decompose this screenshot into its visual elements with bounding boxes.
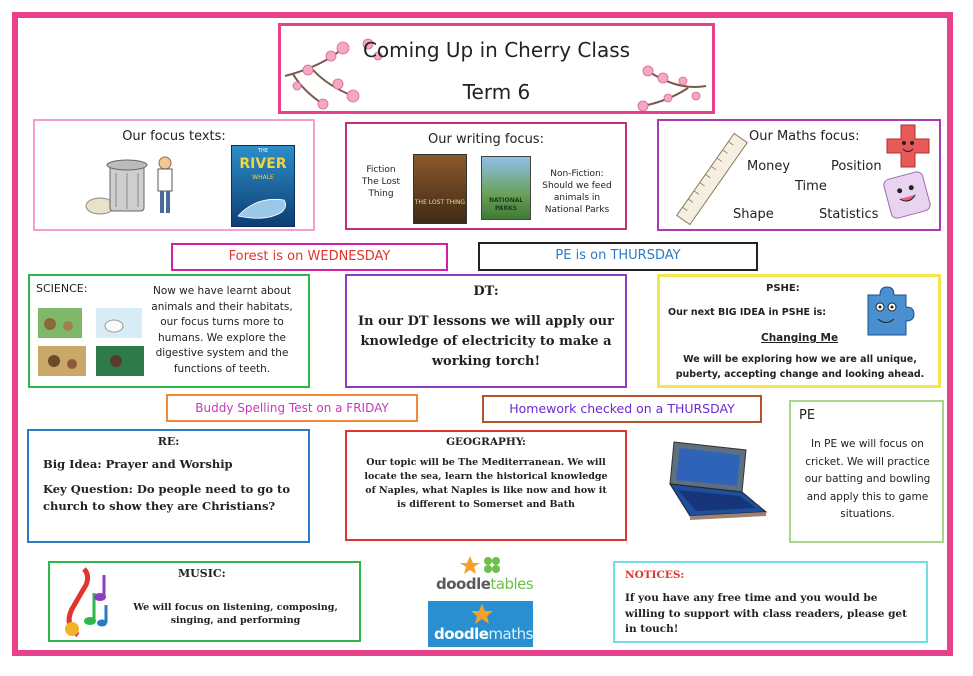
fiction-line1: Fiction [366, 165, 396, 175]
re-question: Key Question: Do people need to go to church to show they are Christians? [43, 482, 291, 513]
dt-heading: DT: [473, 284, 499, 299]
book-the: THE [258, 148, 268, 154]
pe-heading: PE [799, 408, 816, 423]
forest-day-banner: Forest is on WEDNESDAY [171, 243, 448, 271]
header-box [278, 23, 715, 114]
focus-texts-box [33, 119, 315, 231]
pshe-box [657, 274, 941, 388]
re-box [27, 429, 310, 543]
calculator-character-icon [879, 169, 935, 221]
doodlemaths-text [434, 625, 533, 643]
spelling-test-banner: Buddy Spelling Test on a FRIDAY [166, 394, 418, 422]
doodletables-text [436, 575, 533, 593]
doodlemaths-star-icon [470, 603, 494, 625]
geography-text: Our topic will be The Mediterranean. We will locate the sea, learn the historical knowledge of Naples, what Naples is like now and how it is different to Somerset and Bath [364, 457, 608, 510]
re-heading: RE: [157, 435, 180, 448]
music-heading: MUSIC: [178, 567, 226, 580]
animal-habitats-icon [36, 306, 148, 380]
maths-money: Money [747, 159, 791, 174]
maths-time: Time [795, 179, 827, 194]
maths-statistics: Statistics [819, 207, 879, 222]
pshe-heading: PSHE: [766, 283, 800, 294]
maths-shape: Shape [733, 207, 774, 222]
laptop-icon [654, 436, 772, 522]
doodletables-logo [428, 555, 538, 595]
science-text: Now we have learnt about animals and their habitats, our focus turns more to humans. We explore the digestive system and the functions of teeth. [151, 285, 293, 375]
river-whale-book-cover [231, 145, 295, 227]
header-subtitle: Term 6 [462, 80, 531, 104]
writing-title: Our writing focus: [428, 132, 544, 147]
notices-box [613, 561, 928, 643]
focus-texts-title: Our focus texts: [122, 129, 226, 144]
header-title: Coming Up in Cherry Class [362, 38, 631, 62]
lost-thing-book-text: THE LOST THING [414, 199, 466, 206]
cherry-blossom-right-icon [628, 56, 708, 111]
pshe-text: We will be exploring how we are all unique, puberty, accepting change and looking ahead. [675, 354, 925, 380]
doodletables-stars-icon [460, 555, 504, 575]
geography-heading: GEOGRAPHY: [446, 436, 526, 448]
pe-day-banner: PE is on THURSDAY [478, 242, 758, 271]
science-box [28, 274, 310, 388]
pe-text: In PE we will focus on cricket. We will practice our batting and bowling and apply this to game situations. [804, 438, 931, 520]
fiction-label [361, 164, 401, 200]
doodlemaths-suffix: maths [488, 625, 533, 643]
geography-box [345, 430, 627, 541]
lost-thing-illustration-icon [80, 151, 190, 219]
whale-icon [236, 186, 290, 222]
fiction-line3: Thing [368, 189, 394, 199]
fiction-line2: The Lost [361, 177, 401, 187]
doodlemaths-prefix: doodle [434, 625, 489, 643]
lost-thing-book-cover [413, 154, 467, 224]
pshe-idea: Changing Me [761, 332, 839, 344]
jigsaw-character-icon [856, 283, 918, 341]
doodlemaths-logo [428, 601, 533, 647]
doodletables-prefix: doodle [436, 575, 491, 593]
national-parks-book-cover [481, 156, 531, 220]
homework-banner: Homework checked on a THURSDAY [482, 395, 762, 423]
national-parks-book-text: NATIONAL PARKS [488, 197, 524, 212]
doodletables-suffix: tables [490, 575, 534, 593]
pshe-intro: Our next BIG IDEA in PSHE is: [668, 307, 827, 318]
dt-box [345, 274, 627, 388]
pe-box [789, 400, 944, 543]
maths-focus-box [657, 119, 941, 231]
notices-text: If you have any free time and you would be willing to support with class readers, please get in touch! [625, 592, 907, 635]
re-big-idea: Big Idea: Prayer and Worship [43, 457, 233, 471]
maths-title: Our Maths focus: [749, 129, 860, 144]
music-box [48, 561, 361, 642]
plus-character-icon [885, 123, 931, 169]
book-whale: WHALE [252, 174, 274, 181]
music-notes-icon [56, 565, 116, 641]
nonfiction-label: Non-Fiction: Should we feed animals in National Parks [542, 169, 612, 215]
maths-position: Position [831, 159, 882, 174]
notices-heading: NOTICES: [625, 569, 685, 581]
science-heading: SCIENCE: [36, 282, 88, 295]
dt-text: In our DT lessons we will apply our knowledge of electricity to make a working torch! [358, 314, 614, 369]
book-river: RIVER [239, 156, 287, 172]
music-text: We will focus on listening, composing, singing, and performing [133, 602, 338, 626]
writing-focus-box [345, 122, 627, 230]
